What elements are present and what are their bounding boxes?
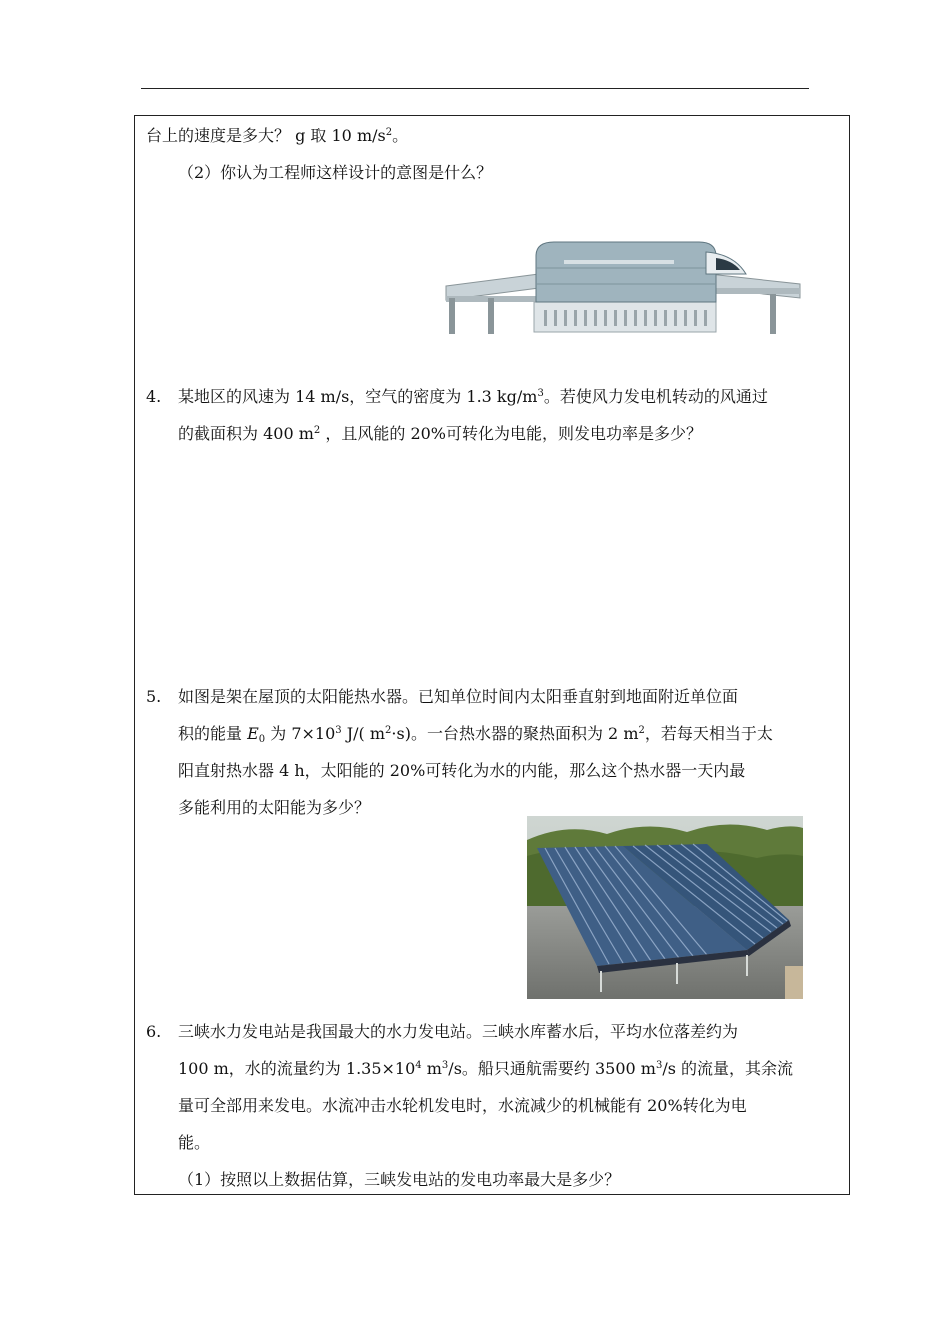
q4-line-1: 某地区的风速为 14 m/s，空气的密度为 1.3 $kg/m^3$。若使风力发电机转动的风通过: [178, 387, 768, 406]
station-building: [534, 302, 716, 332]
train-viaduct-figure: [444, 238, 804, 338]
q5-line-3: 阳直射热水器 4 h，太阳能的 20%可转化为水的内能，那么这个热水器一天内最: [178, 761, 746, 780]
q5-line-1: 如图是架在屋顶的太阳能热水器。已知单位时间内太阳垂直射到地面附近单位面: [178, 687, 739, 706]
q3-part2: （2）你认为工程师这样设计的意图是什么？: [178, 163, 493, 182]
q6-part1: （1）按照以上数据估算，三峡发电站的发电功率最大是多少？: [178, 1170, 621, 1189]
q6-line-4: 能。: [178, 1133, 211, 1152]
q4-line-2: 的截面积为 400 $m^2$ ，且风能的 20%可转化为电能，则发电功率是多少？: [178, 424, 703, 443]
header-rule: [141, 88, 809, 89]
q3-continuation-line: 台上的速度是多大？ g 取 10 $m/s^2$。: [146, 126, 409, 145]
parapet-wall: [785, 966, 803, 999]
q6-line-2: 100 m，水的流量约为 $1.35\times 10^4$ $m^3/s$。船只通航需要约 3500 $m^3/s$ 的流量，其余流: [178, 1059, 794, 1078]
train-enclosure: [536, 242, 716, 302]
q5-number: 5.: [146, 687, 162, 706]
solar-water-heater-photo: [527, 816, 803, 999]
q6-number: 6.: [146, 1022, 162, 1041]
q4-number: 4.: [146, 387, 162, 406]
train-nose: [706, 252, 746, 274]
q6-line-3: 量可全部用来发电。水流冲击水轮机发电时，水流减少的机械能有 20%转化为电: [178, 1096, 747, 1115]
q5-line-4: 多能利用的太阳能为多少？: [178, 798, 371, 817]
q5-line-2: 积的能量 $E_0$ 为 $7\times 10^3$ J/( $m^2\cdot s$)。一台热水器的聚热面积为 2 $m^2$，若每天相当于太: [178, 724, 773, 745]
q6-line-1: 三峡水力发电站是我国最大的水力发电站。三峡水库蓄水后，平均水位落差约为: [178, 1022, 739, 1041]
